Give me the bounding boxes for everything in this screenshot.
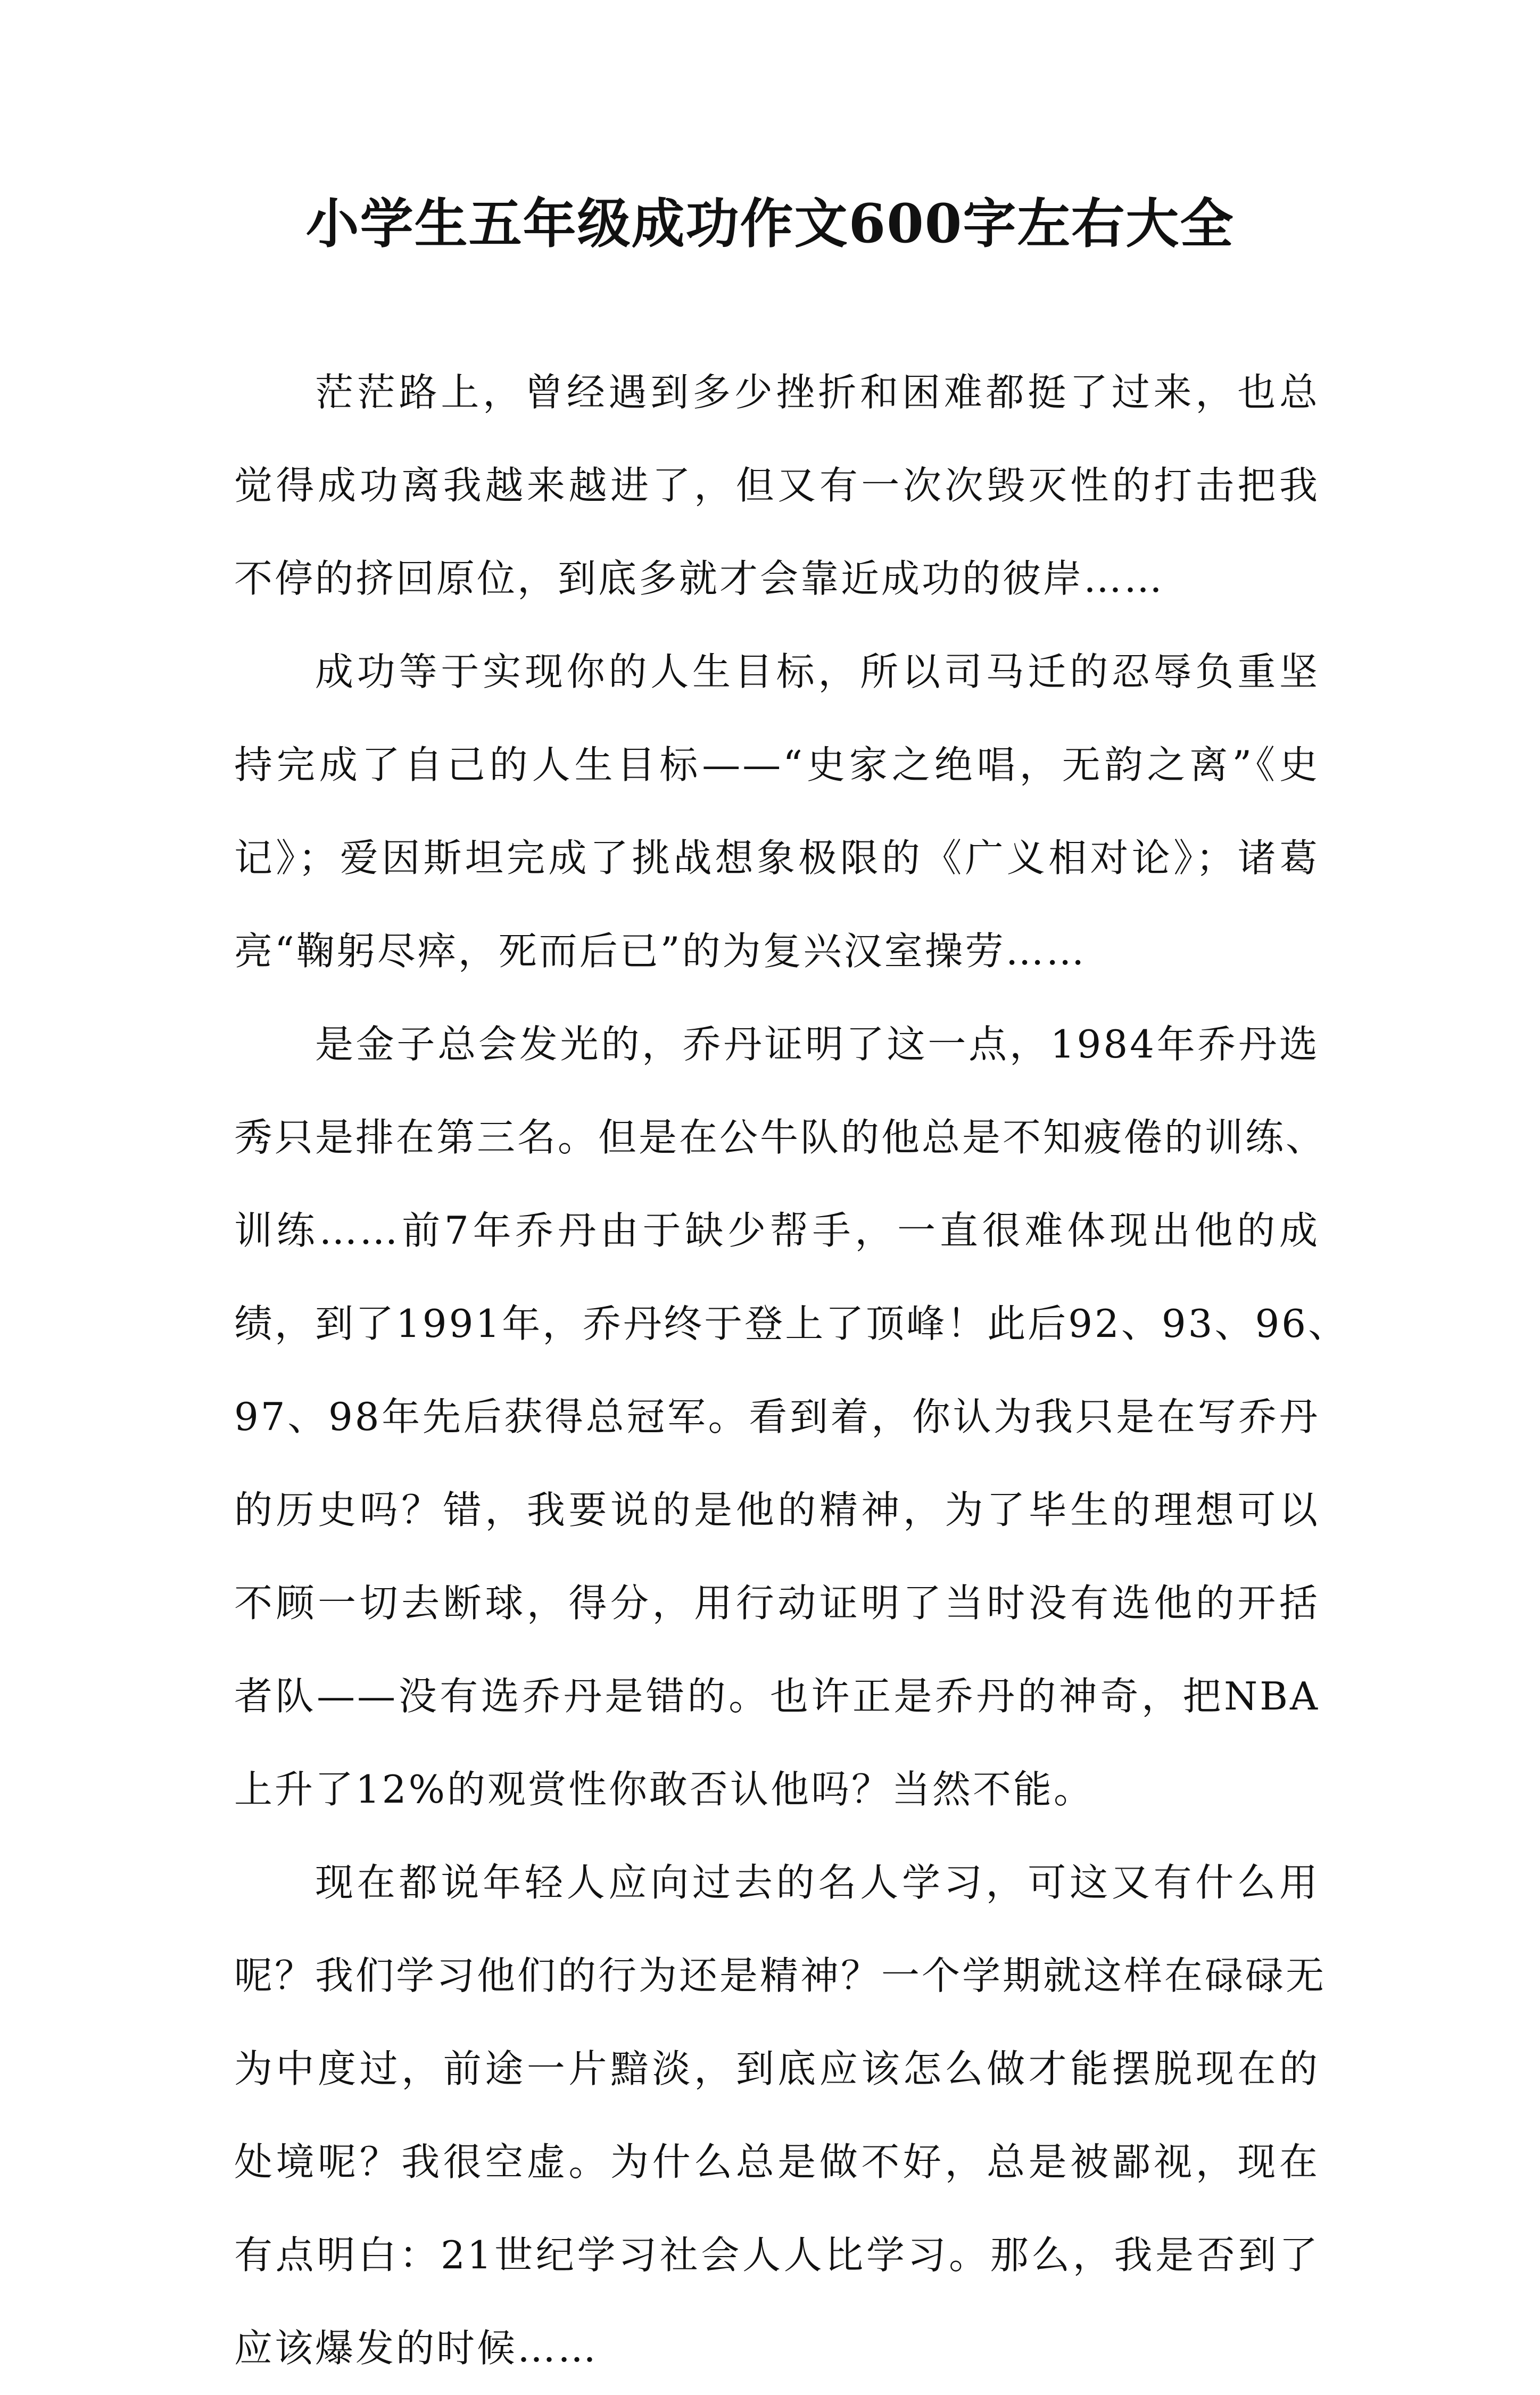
text-line: 秀只是排在第三名。但是在公牛队的他总是不知疲倦的训练、: [234, 1115, 1327, 1160]
text-line: 呢？我们学习他们的行为还是精神？一个学期就这样在碌碌无: [234, 1953, 1327, 1998]
text-line: 应该爆发的时候……: [234, 2326, 599, 2371]
text-line: 不停的挤回原位，到底多就才会靠近成功的彼岸……: [234, 556, 1165, 601]
text-line: 的历史吗？错，我要说的是他的精神，为了毕生的理想可以: [234, 1488, 1320, 1532]
text-line: 记》；爱因斯坦完成了挑战想象极限的《广义相对论》；诸葛: [234, 836, 1320, 880]
document-title: 小学生五年级成功作文600字左右大全: [305, 192, 1235, 255]
text-line: 97、98年先后获得总冠军。看到着，你认为我只是在写乔丹: [234, 1394, 1320, 1439]
text-line: 绩，到了1991年，乔丹终于登上了顶峰！此后92、93、96、: [234, 1301, 1349, 1346]
text-line: 不顾一切去断球，得分，用行动证明了当时没有选他的开括: [234, 1581, 1320, 1625]
text-line: 上升了12%的观赏性你敢否认他吗？当然不能。: [234, 1767, 1095, 1812]
paragraph: [234, 625, 1320, 998]
text-line: 持完成了自己的人生目标——“史家之绝唱，无韵之离”《史: [234, 742, 1320, 787]
text-line: 成功等于实现你的人生目标，所以司马迁的忍辱负重坚: [315, 649, 1320, 694]
text-line: 亮“鞠躬尽瘁，死而后已”的为复兴汉室操劳……: [234, 929, 1087, 973]
text-line: 训练……前7年乔丹由于缺少帮手，一直很难体现出他的成: [234, 1208, 1320, 1253]
document-body: [234, 346, 1349, 2395]
paragraph: [234, 346, 1320, 625]
text-line: 觉得成功离我越来越进了，但又有一次次毁灭性的打击把我: [234, 463, 1320, 508]
text-line: 处境呢？我很空虚。为什么总是做不好，总是被鄙视，现在: [234, 2140, 1320, 2184]
text-line: 茫茫路上，曾经遇到多少挫折和困难都挺了过来，也总: [315, 370, 1320, 415]
text-line: 现在都说年轻人应向过去的名人学习，可这又有什么用: [315, 1860, 1320, 1905]
text-line: 者队——没有选乔丹是错的。也许正是乔丹的神奇，把NBA: [234, 1674, 1320, 1719]
paragraph: [234, 998, 1349, 1836]
text-line: 有点明白：21世纪学习社会人人比学习。那么，我是否到了: [234, 2233, 1320, 2277]
paragraph: [234, 1836, 1327, 2395]
text-line: 是金子总会发光的，乔丹证明了这一点，1984年乔丹选: [315, 1022, 1320, 1067]
text-line: 为中度过，前途一片黯淡，到底应该怎么做才能摆脱现在的: [234, 2046, 1320, 2091]
